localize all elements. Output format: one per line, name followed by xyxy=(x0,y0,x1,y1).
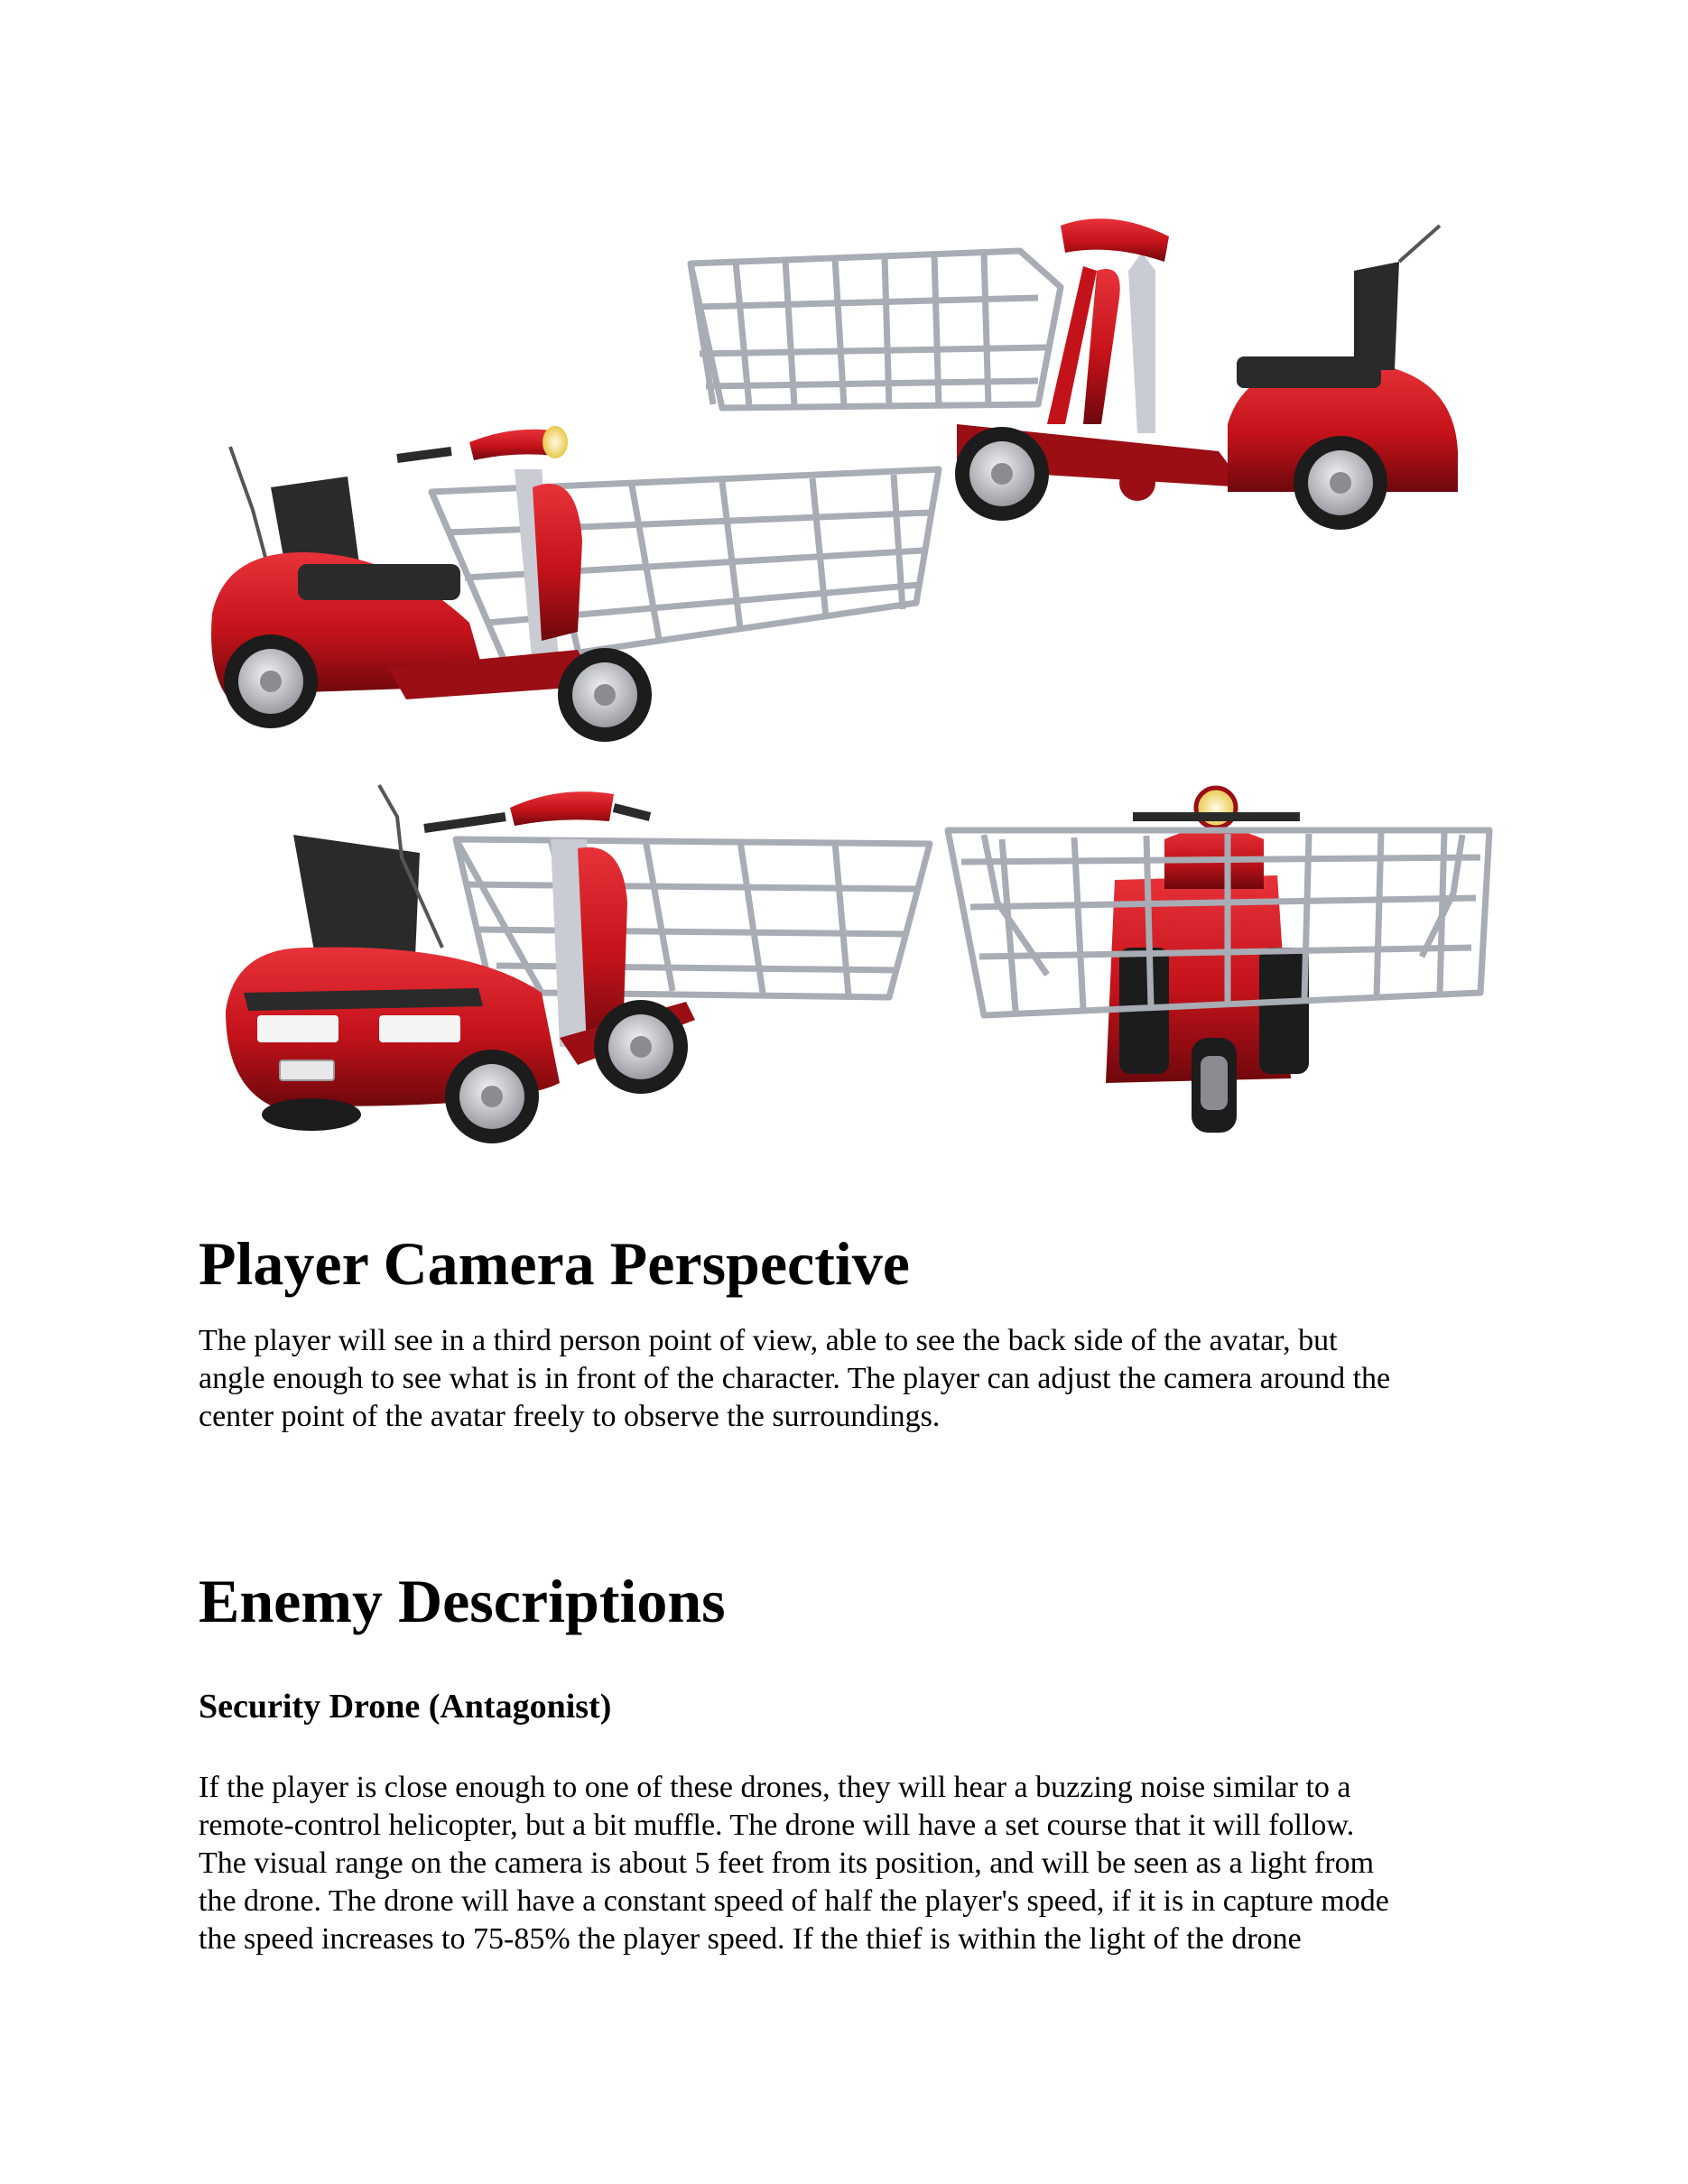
paragraph-line: the drone. The drone will have a constant speed of half the player's speed, if it is in capture mode xyxy=(199,1884,1389,1918)
paragraph-line: angle enough to see what is in front of the character. The player can adjust the camera around the xyxy=(199,1362,1391,1395)
paragraph-line: remote-control helicopter, but a bit muffle. The drone will have a set course that it will follow. xyxy=(199,1809,1355,1842)
scooter-view-front xyxy=(948,788,1489,1133)
scooter-view-quarter-left xyxy=(211,426,939,742)
subheading-security-drone: Security Drone (Antagonist) xyxy=(199,1688,612,1726)
paragraph-line: The visual range on the camera is about 5 feet from its position, and will be seen as a light from xyxy=(199,1846,1375,1880)
paragraph-line: If the player is close enough to one of these drones, they will hear a buzzing noise similar to a xyxy=(199,1771,1351,1804)
paragraph-line: The player will see in a third person point of view, able to see the back side of the avatar, but xyxy=(199,1324,1338,1357)
paragraph-line: center point of the avatar freely to observe the surroundings. xyxy=(199,1400,941,1433)
section-heading-enemies: Enemy Descriptions xyxy=(199,1567,726,1635)
camera-description-paragraph xyxy=(199,1322,1498,1436)
section-heading-camera: Player Camera Perspective xyxy=(199,1229,910,1298)
scooter-view-rear-quarter xyxy=(226,785,930,1143)
scooter-view-side-right xyxy=(691,218,1458,530)
drone-description-paragraph xyxy=(199,1769,1498,1958)
paragraph-line: the speed increases to 75-85% the player speed. If the thief is within the light of the drone xyxy=(199,1922,1302,1956)
